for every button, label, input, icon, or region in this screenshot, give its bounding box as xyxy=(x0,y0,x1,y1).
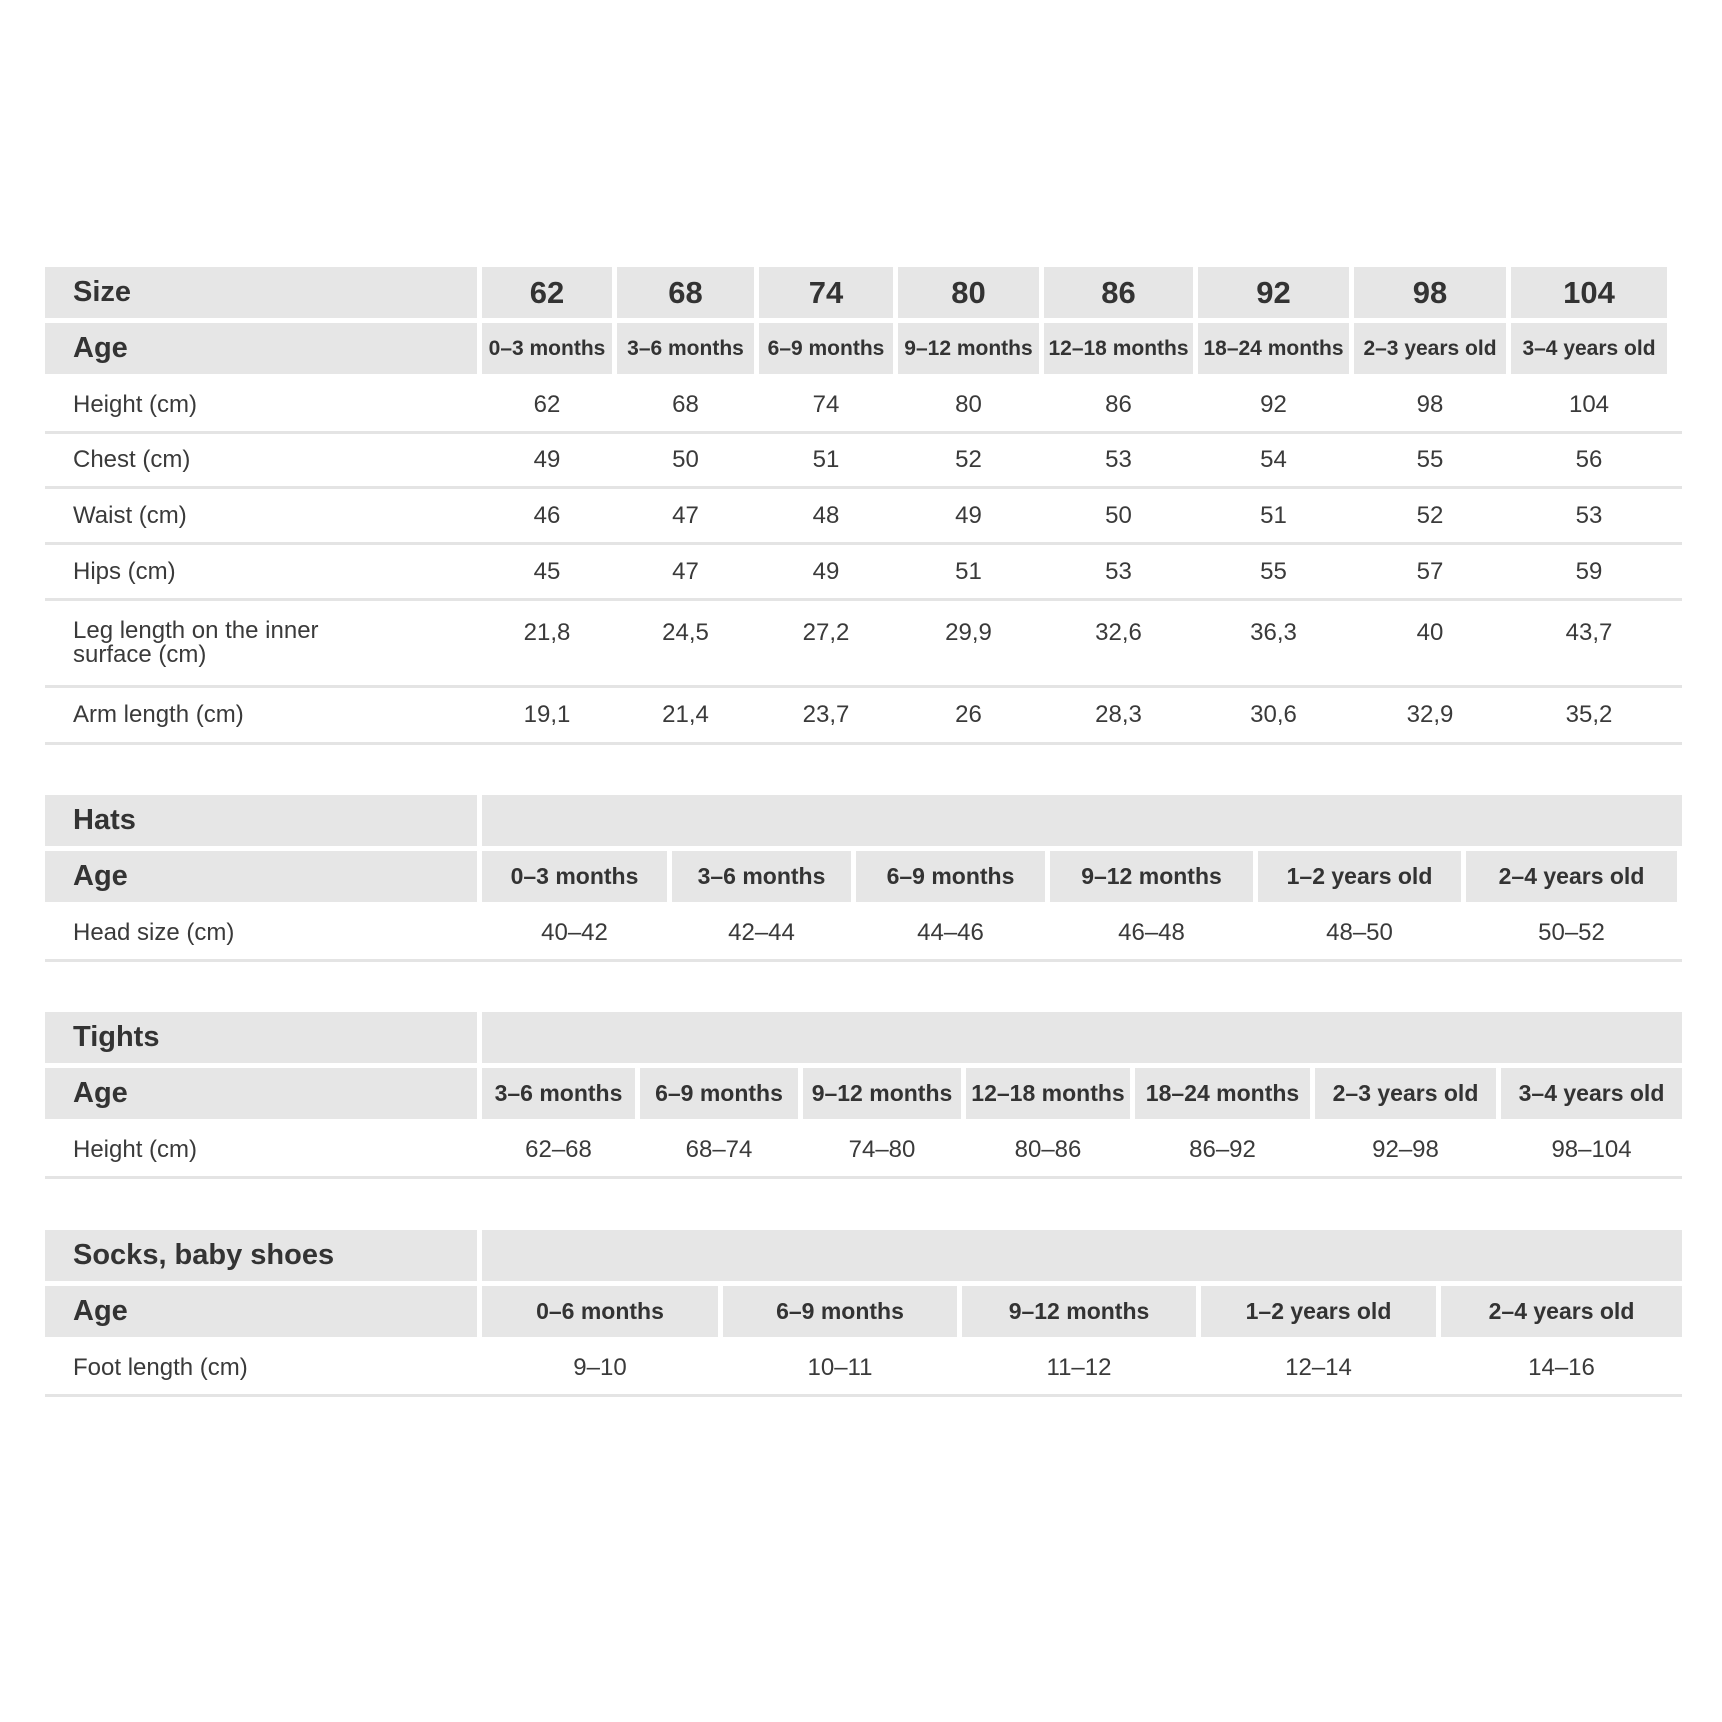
value-cell: 29,9 xyxy=(945,619,992,646)
age-cell: 3–4 years old xyxy=(1501,1068,1682,1119)
value-cell: 48–50 xyxy=(1326,919,1393,946)
value-cell: 9–10 xyxy=(573,1354,627,1381)
age-cell: 0–3 months xyxy=(482,851,667,902)
value-cell: 50–52 xyxy=(1538,919,1605,946)
age-cell: 9–12 months xyxy=(962,1286,1196,1337)
size-cell: 98 xyxy=(1354,267,1506,318)
row-label: Leg length on the inner surface (cm) xyxy=(73,617,319,668)
age-cell: 3–6 months xyxy=(672,851,851,902)
value-cell: 55 xyxy=(1260,557,1287,585)
value-cell: 98–104 xyxy=(1551,1136,1632,1163)
value-cell: 46–48 xyxy=(1118,919,1185,946)
value-cell: 54 xyxy=(1260,446,1287,473)
value-cell: 52 xyxy=(955,446,982,473)
value-cell: 21,8 xyxy=(523,619,571,646)
age-header-row xyxy=(45,1068,1682,1119)
table-row xyxy=(45,434,1682,489)
age-cell: 2–4 years old xyxy=(1466,851,1677,902)
size-table xyxy=(45,267,1682,745)
row-label: Waist (cm) xyxy=(73,501,187,529)
tights-title-row xyxy=(45,1012,1682,1063)
value-cell: 12–14 xyxy=(1285,1354,1352,1381)
value-cell: 24,5 xyxy=(662,619,709,646)
value-cell: 40 xyxy=(1416,619,1444,646)
value-cell: 48 xyxy=(812,501,840,529)
value-cell: 92 xyxy=(1260,391,1287,418)
table-row xyxy=(45,379,1682,434)
value-cell: 36,3 xyxy=(1250,619,1297,646)
value-cell: 55 xyxy=(1416,446,1444,473)
value-cell: 51 xyxy=(812,446,840,473)
value-cell: 35,2 xyxy=(1565,701,1613,728)
value-cell: 32,6 xyxy=(1095,619,1142,646)
age-cell: 2–3 years old xyxy=(1315,1068,1496,1119)
row-label: Foot length (cm) xyxy=(73,1354,248,1381)
value-cell: 80–86 xyxy=(1014,1136,1082,1163)
hats-table xyxy=(45,795,1682,962)
value-cell: 40–42 xyxy=(541,919,608,946)
value-cell: 56 xyxy=(1575,446,1603,473)
value-cell: 44–46 xyxy=(917,919,984,946)
socks-title-row xyxy=(45,1230,1682,1281)
value-cell: 49 xyxy=(533,446,561,473)
value-cell: 51 xyxy=(1260,501,1287,529)
socks-table xyxy=(45,1230,1682,1397)
value-cell: 52 xyxy=(1416,501,1444,529)
value-cell: 30,6 xyxy=(1250,701,1297,728)
socks-title: Socks, baby shoes xyxy=(45,1230,477,1281)
value-cell: 45 xyxy=(533,557,561,585)
age-cell: 0–3 months xyxy=(482,323,612,374)
size-cell: 80 xyxy=(898,267,1039,318)
value-cell: 23,7 xyxy=(802,701,850,728)
value-cell: 51 xyxy=(955,557,982,585)
row-label: Height (cm) xyxy=(73,391,198,418)
size-header-row xyxy=(45,267,1682,318)
age-cell: 6–9 months xyxy=(723,1286,957,1337)
value-cell: 50 xyxy=(1105,501,1132,529)
table-row xyxy=(45,1342,1682,1397)
age-cell: 3–6 months xyxy=(482,1068,635,1119)
value-cell: 104 xyxy=(1568,391,1610,418)
size-label: Size xyxy=(45,267,477,318)
header-blank xyxy=(482,795,1682,846)
table-row xyxy=(45,489,1682,545)
value-cell: 74 xyxy=(812,391,840,418)
age-cell: 3–4 years old xyxy=(1511,323,1667,374)
table-row xyxy=(45,907,1682,962)
value-cell: 53 xyxy=(1105,446,1132,473)
header-blank xyxy=(482,1230,1682,1281)
value-cell: 11–12 xyxy=(1046,1354,1112,1381)
value-cell: 43,7 xyxy=(1565,619,1613,646)
hats-title-row xyxy=(45,795,1682,846)
table-row xyxy=(45,688,1682,745)
value-cell: 53 xyxy=(1575,501,1603,529)
row-label: Arm length (cm) xyxy=(73,701,244,728)
value-cell: 49 xyxy=(955,501,982,529)
value-cell: 14–16 xyxy=(1528,1354,1595,1381)
age-cell: 9–12 months xyxy=(803,1068,961,1119)
value-cell: 80 xyxy=(955,391,982,418)
age-header-row xyxy=(45,1286,1682,1337)
age-label: Age xyxy=(45,851,477,902)
age-cell: 6–9 months xyxy=(856,851,1045,902)
age-header-row xyxy=(45,851,1682,902)
hats-title: Hats xyxy=(45,795,477,846)
size-cell: 86 xyxy=(1044,267,1193,318)
value-cell: 47 xyxy=(672,557,699,585)
value-cell: 62 xyxy=(533,391,561,418)
age-cell: 9–12 months xyxy=(898,323,1039,374)
row-label: Chest (cm) xyxy=(73,446,191,473)
header-blank xyxy=(482,1012,1682,1063)
value-cell: 68 xyxy=(672,391,699,418)
value-cell: 26 xyxy=(955,701,982,728)
value-cell: 32,9 xyxy=(1406,701,1454,728)
value-cell: 74–80 xyxy=(848,1136,916,1163)
value-cell: 49 xyxy=(812,557,840,585)
value-cell: 86–92 xyxy=(1189,1136,1256,1163)
value-cell: 68–74 xyxy=(685,1136,753,1163)
value-cell: 19,1 xyxy=(523,701,571,728)
value-cell: 59 xyxy=(1575,557,1603,585)
size-cell: 104 xyxy=(1511,267,1667,318)
size-cell: 74 xyxy=(759,267,893,318)
age-label: Age xyxy=(45,1286,477,1337)
age-cell: 9–12 months xyxy=(1050,851,1253,902)
size-cell: 68 xyxy=(617,267,754,318)
age-label: Age xyxy=(45,323,477,374)
row-label: Hips (cm) xyxy=(73,557,176,585)
value-cell: 62–68 xyxy=(525,1136,592,1163)
table-row xyxy=(45,601,1682,688)
age-cell: 3–6 months xyxy=(617,323,754,374)
age-cell: 18–24 months xyxy=(1198,323,1349,374)
age-cell: 12–18 months xyxy=(966,1068,1130,1119)
value-cell: 10–11 xyxy=(807,1354,873,1381)
age-cell: 0–6 months xyxy=(482,1286,718,1337)
value-cell: 92–98 xyxy=(1372,1136,1439,1163)
size-cell: 92 xyxy=(1198,267,1349,318)
table-row xyxy=(45,545,1682,601)
tights-title: Tights xyxy=(45,1012,477,1063)
row-label: Height (cm) xyxy=(73,1136,198,1163)
value-cell: 46 xyxy=(533,501,561,529)
value-cell: 47 xyxy=(672,501,699,529)
row-label: Head size (cm) xyxy=(73,919,235,946)
size-cell: 62 xyxy=(482,267,612,318)
tights-table xyxy=(45,1012,1682,1179)
age-cell: 18–24 months xyxy=(1135,1068,1310,1119)
value-cell: 53 xyxy=(1105,557,1132,585)
value-cell: 27,2 xyxy=(802,619,850,646)
age-header-row xyxy=(45,323,1682,374)
value-cell: 86 xyxy=(1105,391,1132,418)
age-cell: 6–9 months xyxy=(640,1068,798,1119)
age-cell: 12–18 months xyxy=(1044,323,1193,374)
age-cell: 1–2 years old xyxy=(1258,851,1461,902)
value-cell: 57 xyxy=(1416,557,1444,585)
age-label: Age xyxy=(45,1068,477,1119)
age-cell: 2–3 years old xyxy=(1354,323,1506,374)
value-cell: 98 xyxy=(1416,391,1444,418)
table-row xyxy=(45,1124,1682,1179)
value-cell: 42–44 xyxy=(728,919,795,946)
value-cell: 28,3 xyxy=(1095,701,1142,728)
age-cell: 1–2 years old xyxy=(1201,1286,1436,1337)
age-cell: 2–4 years old xyxy=(1441,1286,1682,1337)
value-cell: 50 xyxy=(672,446,699,473)
value-cell: 21,4 xyxy=(662,701,709,728)
age-cell: 6–9 months xyxy=(759,323,893,374)
